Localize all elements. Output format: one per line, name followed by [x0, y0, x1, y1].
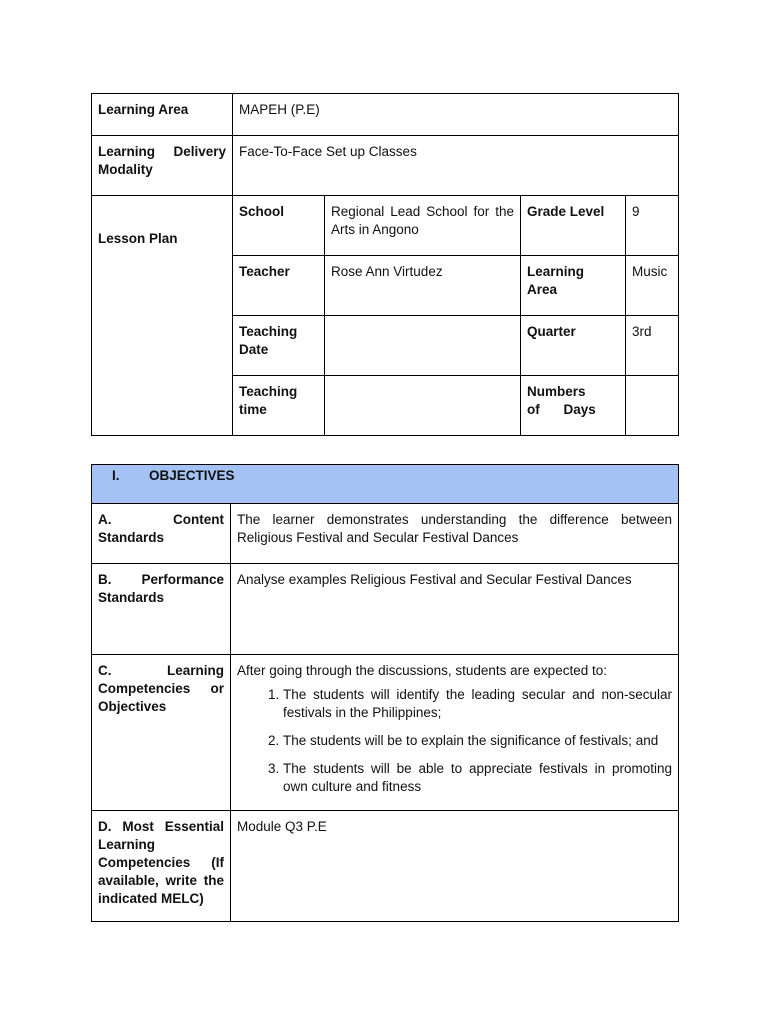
teaching-date-value	[325, 316, 521, 376]
learning-area-label: Learning Area	[92, 94, 233, 136]
objectives-header-title: OBJECTIVES	[149, 468, 235, 483]
competency-item: 1. The students will identify the leading secular and non-secular festivals in the Philippines;	[283, 686, 672, 722]
days-value	[626, 376, 679, 436]
modality-label	[92, 136, 233, 196]
modality-label-line1: Learning Delivery	[98, 144, 226, 159]
teaching-time-label: Teaching time	[233, 376, 325, 436]
lesson-plan-label: Lesson Plan	[92, 196, 233, 436]
lesson-info-table	[91, 93, 679, 436]
days-label-text: Numbers of Days	[527, 384, 596, 417]
quarter-label: Quarter	[521, 316, 626, 376]
teaching-time-value	[325, 376, 521, 436]
school-value: Regional Lead School for the Arts in Angono	[325, 196, 521, 256]
grade-level-label: Grade Level	[521, 196, 626, 256]
modality-label-line2: Modality	[98, 162, 153, 177]
competencies-list	[237, 686, 672, 796]
learning-area2-value: Music	[626, 256, 679, 316]
melc-value: Module Q3 P.E	[231, 811, 679, 922]
objectives-header-num: I.	[112, 468, 120, 483]
objectives-header	[92, 465, 679, 504]
melc-label: D. Most Essential Learning Competencies (If available, write the indicated MELC)	[92, 811, 231, 922]
grade-level-value: 9	[626, 196, 679, 256]
teaching-date-label: Teaching Date	[233, 316, 325, 376]
performance-standards-value: Analyse examples Religious Festival and Secular Festival Dances	[231, 564, 679, 655]
competency-item: 2. The students will be to explain the significance of festivals; and	[283, 732, 672, 750]
teacher-label: Teacher	[233, 256, 325, 316]
competencies-intro: After going through the discussions, students are expected to:	[237, 663, 607, 678]
objectives-table	[91, 464, 679, 922]
learning-area2-label: Learning Area	[521, 256, 626, 316]
content-standards-label: A. Content Standards	[92, 504, 231, 564]
quarter-value: 3rd	[626, 316, 679, 376]
school-label: School	[233, 196, 325, 256]
teacher-value: Rose Ann Virtudez	[325, 256, 521, 316]
modality-value: Face-To-Face Set up Classes	[233, 136, 679, 196]
content-standards-value: The learner demonstrates understanding the difference between Religious Festival and Secular Festival Dances	[231, 504, 679, 564]
days-label	[521, 376, 626, 436]
learning-area-value: MAPEH (P.E)	[233, 94, 679, 136]
competencies-cell	[231, 655, 679, 811]
performance-standards-label: B. Performance Standards	[92, 564, 231, 655]
competency-item: 3. The students will be able to appreciate festivals in promoting own culture and fitness	[283, 760, 672, 796]
competencies-label: C. Learning Competencies or Objectives	[92, 655, 231, 811]
